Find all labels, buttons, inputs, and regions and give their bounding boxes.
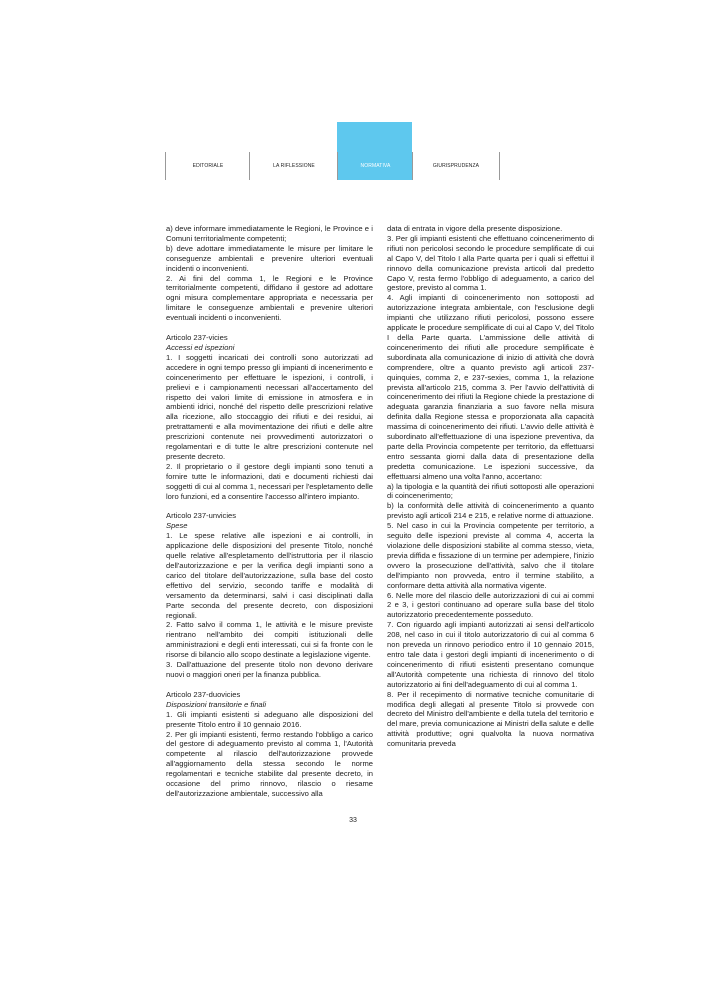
tab-editoriale[interactable]: EDITORIALE [165,152,250,180]
paragraph: 2. Ai fini del comma 1, le Regioni e le Province territorialmente competenti, diffidano il gestore ad adottare ogni misura complementare appropriata e necessaria per limitare le conseguenze ambientali e prevenire ulteriori eventuali incidenti o inconvenienti. [166,273,373,323]
tab-la-riflessione[interactable]: LA RIFLESSIONE [249,152,338,180]
paragraph: 2. Il proprietario o il gestore degli impianti sono tenuti a fornire tutte le informazioni, dati e documenti richiesti dai soggetti di cui al comma 1, necessari per l'espletamento delle loro funzioni, ed a consentire l'accesso all'intero impianto. [166,461,373,501]
paragraph: 6. Nelle more del rilascio delle autorizzazioni di cui ai commi 2 e 3, i gestori continuano ad operare sulla base del titolo autorizzatorio precedentemente posseduto. [387,590,594,620]
left-column [166,224,373,799]
tab-normativa[interactable]: NORMATIVA [337,152,413,180]
section-nav [165,122,498,180]
paragraph: 1. Le spese relative alle ispezioni e ai controlli, in applicazione delle disposizioni del presente Titolo, nonché quelle relative all'espletamento dell'istruttoria per il rilascio dell'autorizzazione e per la verifica degli impianti sono a carico del titolare dell'autorizzazione, sulla base del costo effettivo del servizio, secondo tariffe e modalità di versamento da determinarsi, salvi i casi disciplinati dalla Parte seconda del presente decreto, con disposizioni regionali. [166,531,373,620]
paragraph: a) deve informare immediatamente le Regioni, le Province e i Comuni territorialmente competenti; [166,224,373,243]
article-heading: Articolo 237-vicies [166,333,228,343]
paragraph: b) deve adottare immediatamente le misure per limitare le conseguenze ambientali e prevenire ulteriori eventuali incidenti o inconvenienti. [166,243,373,273]
paragraph: 3. Per gli impianti esistenti che effettuano coincenerimento di rifiuti non pericolosi secondo le procedure semplificate di cui al Capo V, del Titolo I alla Parte quarta per i quali si effettui il rinnovo della comunicazione prevista articoli dal predetto Capo V, resta fermo l'obbligo di adeguamento, a carico del gestore, previsto al comma 1. [387,233,594,293]
page-number: 33 [349,817,357,824]
article-heading: Articolo 237-unvicies [166,511,237,521]
article-heading: Articolo 237-duovicies [166,689,241,699]
paragraph: 8. Per il recepimento di normative tecniche comunitarie di modifica degli allegati al presente Titolo si provvede con decreto del Ministro dell'ambiente e della tutela del territorio e del mare, previa comunicazione ai Ministri della salute e delle attività produttive; ogni qualvolta la nuova normativa comunitaria preveda [387,689,594,749]
paragraph: b) la conformità delle attività di coincenerimento a quanto previsto agli articoli 214 e 215, e relative norme di attuazione. [387,501,594,521]
paragraph: 5. Nel caso in cui la Provincia competente per territorio, a seguito delle ispezioni previste al comma 4, accerta la violazione delle disposizioni stabilite al comma stesso, vieta, previa diffida e fissazione di un termine per adempiere, l'inizio ovvero la prosecuzione dell'attività, salvo che il titolare dell'impianto non provveda, entro il termine stabilito, a conformare detta attività alla normativa vigente. [387,521,594,590]
paragraph: 2. Fatto salvo il comma 1, le attività e le misure previste rientrano nell'ambito dei compiti istituzionali delle amministrazioni e degli enti interessati, cui si fa fronte con le risorse di bilancio allo scopo destinate a legislazione vigente. [166,620,373,660]
tab-giurisprudenza[interactable]: GIURISPRUDENZA [412,152,500,180]
paragraph: 4. Agli impianti di coincenerimento non sottoposti ad autorizzazione integrata ambientale, con l'esclusione degli impianti che utilizzano rifiuti pericolosi, possono essere applicate le procedure semplificate di cui al Capo V, del Titolo I della Parte quarta. L'ammissione delle attività di coincenerimento dei rifiuti alle procedure semplificate è subordinata alla comunicazione di inizio di attività che dovrà comprendere, oltre a quanto previsto agli articoli 237-quinquies, comma 2, e 237-sexies, comma 1, la relazione prevista all'articolo 215, comma 3. Per l'avvio dell'attività di coincenerimento dei rifiuti la Regione chiede la prestazione di adeguata garanzia finanziaria a suo favore nella misura definita dalla Regione stessa e proporzionata alla capacità massima di coincenerimento dei rifiuti. L'avvio delle attività è subordinato all'effettuazione di una ispezione preventiva, da parte della Provincia competente per territorio, da effettuarsi entro sessanta giorni dalla data di presentazione della predetta comunicazione. Le ispezioni successive, da effettuarsi almeno una volta l'anno, accertano: [387,293,594,481]
paragraph: 1. I soggetti incaricati dei controlli sono autorizzati ad accedere in ogni tempo presso gli impianti di incenerimento e coincenerimento per effettuare le ispezioni, i controlli, i prelievi e i campionamenti necessari all'accertamento del rispetto dei valori limite di emissione in atmosfera e in ambienti idrici, nonché del rispetto delle prescrizioni relative alla ricezione, allo stoccaggio dei rifiuti e dei residui, ai pretrattamenti e alla movimentazione dei rifiuti e delle altre prescrizioni contenute nei provvedimenti autorizzatori o regolamentari e di tutte le altre prescrizioni contenute nel presente decreto. [166,352,373,461]
paragraph: data di entrata in vigore della presente disposizione. [387,224,563,233]
paragraph: 2. Per gli impianti esistenti, fermo restando l'obbligo a carico del gestore di adeguamento previsto al comma 1, l'Autorità competente al rilascio dell'autorizzazione provvede all'aggiornamento della stessa secondo le norme regolamentari e tecniche stabilite dal presente decreto, in occasione del primo rinnovo, rilascio o riesame dell'autorizzazione ambientale, successivo alla [166,729,373,798]
right-column [387,224,594,749]
paragraph: 3. Dall'attuazione del presente titolo non devono derivare nuovi o maggiori oneri per la finanza pubblica. [166,660,373,679]
article-subheading: Accessi ed ispezioni [166,342,235,352]
paragraph: a) la tipologia e la quantità dei rifiuti sottoposti alle operazioni di coincenerimento; [387,481,594,501]
paragraph: 1. Gli impianti esistenti si adeguano alle disposizioni del presente Titolo entro il 10 gennaio 2016. [166,709,373,729]
paragraph: 7. Con riguardo agli impianti autorizzati ai sensi dell'articolo 208, nel caso in cui il titolo autorizzatorio di cui al comma 6 non preveda un rinnovo periodico entro il 10 gennaio 2015, entro tale data i gestori degli impianti di incenerimento o di coincenerimento di rifiuti esistenti presentano comunque all'Autorità competente una richiesta di rinnovo del titolo autorizzatorio ai fini dell'adeguamento di cui al comma 1. [387,620,594,689]
article-subheading: Spese [166,521,188,531]
article-subheading: Disposizioni transitorie e finali [166,699,267,709]
